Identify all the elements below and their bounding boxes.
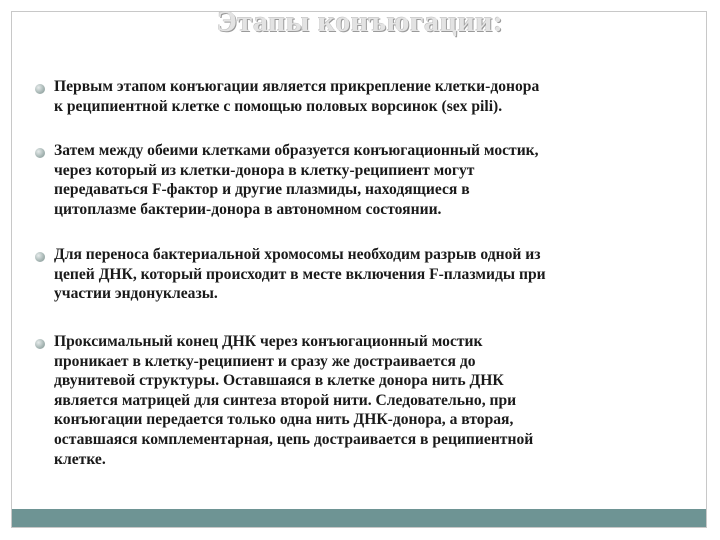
bullet-item-1: Первым этапом конъюгации является прикрепление клетки-донора к реципиентной клетке с помощью половых ворсинок (sex pili). <box>54 78 540 115</box>
bullet-item-4: Проксимальный конец ДНК через конъюгационный мостик проникает в клетку-реципиент и сразу же достраивается до двунитевой структуры. Оставшаяся в клетке донора нить ДНК является матрицей для синтеза второй нити. Следовательно, при конъюгации передается только одна нить ДНК-донора, а вторая, оставшаяся комплементарная, цепь достраивается в реципиентной клетке. <box>54 333 534 468</box>
bullet-item-3: Для переноса бактериальной хромосомы необходим разрыв одной из цепей ДНК, который происходит в месте включения F-плазмиды при участии эндонуклеазы. <box>54 246 546 303</box>
bullet-marker-icon <box>35 339 45 349</box>
bullet-marker-icon <box>35 252 45 262</box>
slide-title: Этапы конъюгации: <box>216 5 504 38</box>
bullet-item-2: Затем между обеими клетками образуется конъюгационный мостик, через который из клетки-донора в клетку-реципиент могут передаваться F-фактор и другие плазмиды, находящиеся в цитоплазме бактерии-донора в автономном состоянии. <box>54 142 539 218</box>
footer-bar <box>12 509 706 527</box>
bullet-marker-icon <box>35 148 45 158</box>
bullet-marker-icon <box>35 84 45 94</box>
